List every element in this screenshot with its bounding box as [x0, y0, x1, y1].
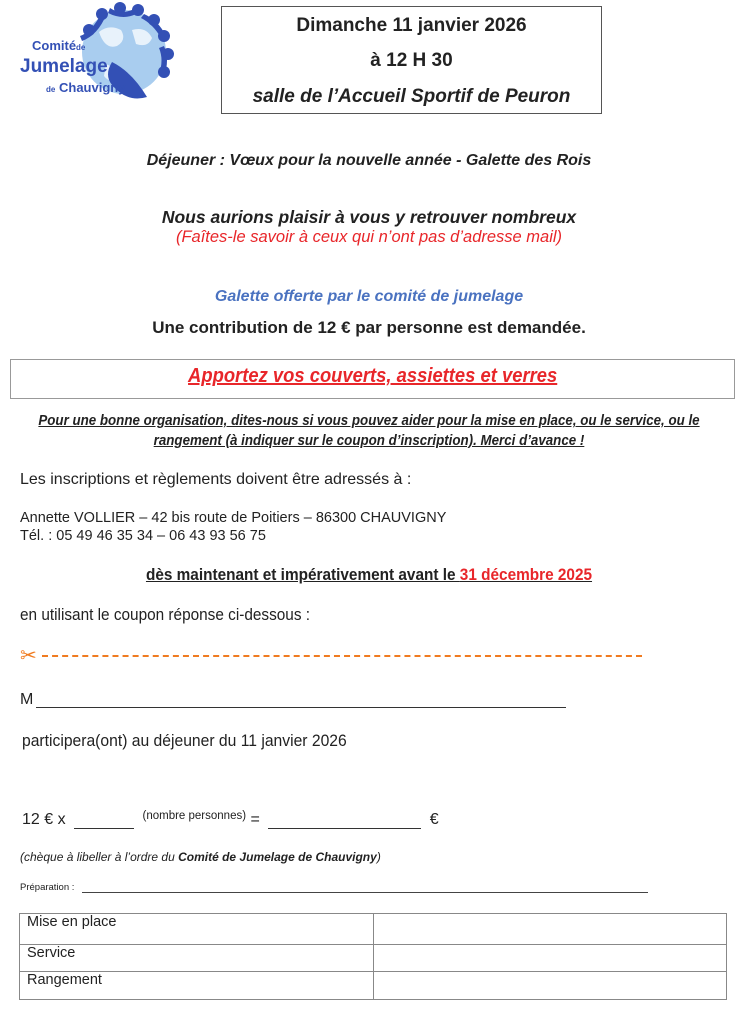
role-answer-cell[interactable]: [374, 914, 727, 945]
role-label: Mise en place: [20, 914, 374, 945]
total-amount-field[interactable]: [268, 812, 421, 829]
table-row: [20, 972, 727, 1000]
equals-sign: =: [250, 811, 260, 828]
currency-sign: €: [429, 811, 439, 828]
dashed-cut-line: [42, 655, 642, 657]
svg-text:Comité: Comité: [32, 38, 77, 53]
contribution-text: Une contribution de 12 € par personne est demandée.: [152, 318, 586, 337]
deadline-text: [26, 566, 712, 585]
event-date: Dimanche 11 janvier 2026: [296, 15, 527, 36]
cheque-prefix: (chèque à libeller à l’ordre du: [20, 850, 179, 864]
preparation-label: Préparation :: [20, 882, 75, 893]
price-per-person: 12 € x: [22, 811, 66, 828]
participate-text: participera(ont) au déjeuner du 11 janvier 2026: [22, 732, 347, 750]
svg-text:Jumelage: Jumelage: [20, 56, 108, 77]
persons-note: (nombre personnes): [142, 810, 247, 822]
preparation-field[interactable]: [82, 892, 648, 893]
name-label: M: [20, 691, 34, 708]
role-answer-cell[interactable]: [374, 945, 727, 972]
organisation-note: Pour une bonne organisation, dites-nous si vous pouvez aider pour la mise en place, ou le service, ou le rangement (à indiquer sur le coupon d’inscription). Merci d’avance !: [38, 413, 700, 449]
deadline-prefix: dès maintenant et impérativement avant le: [145, 566, 460, 584]
role-label: Rangement: [20, 972, 374, 1000]
payment-calculation: [22, 810, 439, 829]
coupon-intro: en utilisant le coupon réponse ci-dessous :: [20, 606, 311, 624]
welcome-text: Nous aurions plaisir à vous y retrouver nombreux: [161, 207, 577, 227]
logo: [14, 2, 194, 107]
scissors-icon: ✂: [20, 645, 37, 667]
contact-address: Annette VOLLIER – 42 bis route de Poitiers – 86300 CHAUVIGNY: [20, 510, 447, 526]
lunch-title: Déjeuner : Vœux pour la nouvelle année - Galette des Rois: [146, 152, 592, 169]
svg-text:de: de: [46, 85, 56, 94]
globe-people-logo-icon: [14, 2, 194, 107]
cheque-note: [20, 850, 381, 864]
tell-others-note: (Faîtes-le savoir à ceux qui n’ont pas d’adresse mail): [175, 228, 563, 246]
send-to-text: Les inscriptions et règlements doivent être adressés à :: [20, 471, 412, 488]
role-label: Service: [20, 945, 374, 972]
deadline-date: 31 décembre 2025: [459, 566, 593, 584]
event-header-box: [221, 6, 602, 114]
event-place: salle de l’Accueil Sportif de Peuron: [252, 86, 571, 107]
event-time: à 12 H 30: [370, 50, 453, 71]
galette-offer: Galette offerte par le comité de jumelage: [214, 288, 524, 305]
table-row: [20, 945, 727, 972]
cheque-payee: Comité de Jumelage de Chauvigny: [178, 850, 377, 864]
svg-text:Chauvigny: Chauvigny: [59, 80, 126, 95]
bring-notice-box: [10, 359, 735, 399]
persons-count-field[interactable]: [74, 812, 134, 829]
svg-text:de: de: [76, 43, 86, 52]
table-row: [20, 914, 727, 945]
bring-notice: Apportez vos couverts, assiettes et verres: [187, 365, 558, 387]
help-roles-table: [19, 913, 727, 1000]
cheque-suffix: ): [376, 850, 381, 864]
name-field[interactable]: [36, 707, 566, 708]
role-answer-cell[interactable]: [374, 972, 727, 1000]
cut-line: [20, 645, 650, 667]
contact-phone: Tél. : 05 49 46 35 34 – 06 43 93 56 75: [20, 528, 266, 544]
